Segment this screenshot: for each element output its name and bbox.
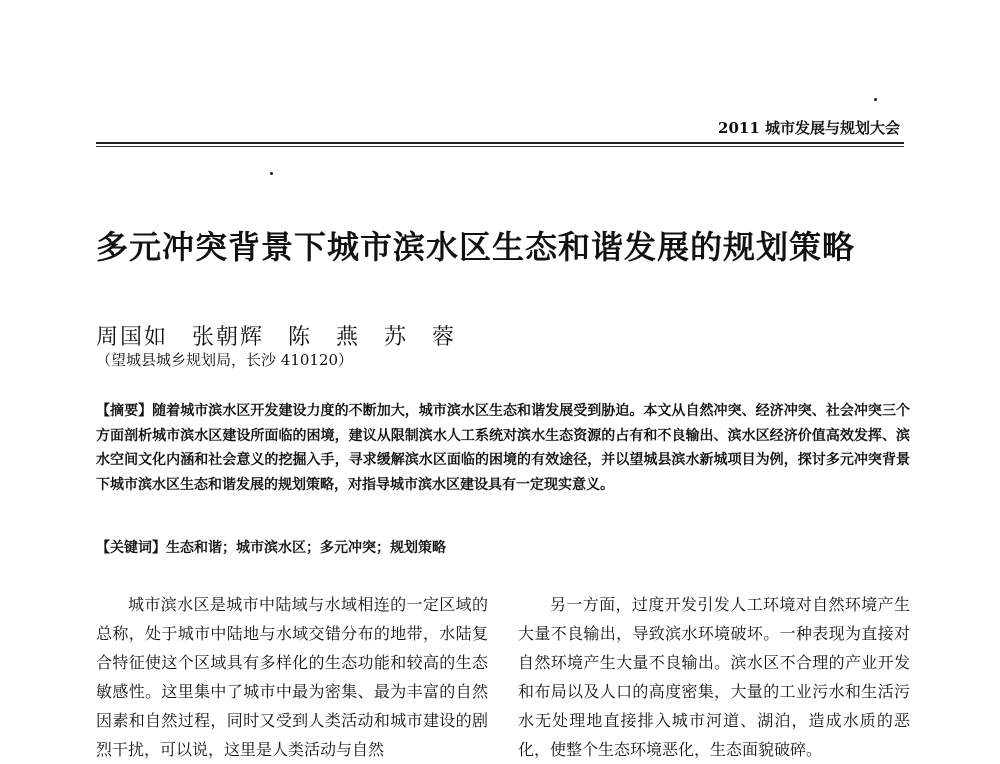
abstract-text: 随着城市滨水区开发建设力度的不断加大，城市滨水区生态和谐发展受到胁迫。本文从自然冲突、经济冲突、社会冲突三个方面剖析城市滨水区建设所面临的困境，建议从限制滨水人工系统对滨水生态资源的占有和不良输出、滨水区经济价值高效发挥、滨水空间文化内涵和社会意义的挖掘入手，寻求缓解滨水区面临的困境的有效途径，并以望城县滨水新城项目为例，探讨多元冲突背景下城市滨水区生态和谐发展的规划策略，对指导城市滨水区建设具有一定现实意义。 bbox=[96, 403, 910, 493]
abstract bbox=[96, 399, 910, 497]
scan-speck bbox=[270, 172, 273, 175]
keywords bbox=[96, 537, 446, 557]
paper-title: 多元冲突背景下城市滨水区生态和谐发展的规划策略 bbox=[96, 228, 856, 266]
authors: 周国如 张朝辉 陈 燕 苏 蓉 bbox=[96, 325, 457, 350]
keywords-text: 生态和谐；城市滨水区；多元冲突；规划策略 bbox=[166, 540, 446, 556]
abstract-label: 【摘要】 bbox=[96, 403, 153, 419]
conference-header: 2011 城市发展与规划大会 bbox=[718, 119, 900, 137]
scan-speck bbox=[874, 98, 877, 101]
body-column-right: 另一方面，过度开发引发人工环境对自然环境产生大量不良输出，导致滨水环境破坏。一种表现为直接对自然环境产生大量不良输出。滨水区不合理的产业开发和布局以及人口的高度密集，大量的工业污水和生活污水无处理地直接排入城市河道、湖泊，造成水质的恶化，使整个生态环境恶化，生态面貌破碎。 bbox=[518, 595, 910, 759]
header-rule-thin bbox=[96, 146, 904, 147]
keywords-label: 【关键词】 bbox=[96, 540, 166, 556]
body-column-left: 城市滨水区是城市中陆域与水域相连的一定区域的总称，处于城市中陆地与水域交错分布的地带，水陆复合特征使这个区域具有多样化的生态功能和较高的生态敏感性。这里集中了城市中最为密集、最为丰富的自然因素和自然过程，同时又受到人类活动和城市建设的剧烈干扰，可以说，这里是人类活动与自然 bbox=[96, 595, 488, 759]
header-rule-thick bbox=[96, 142, 904, 144]
affiliation: （望城县城乡规划局，长沙 410120） bbox=[96, 351, 354, 369]
